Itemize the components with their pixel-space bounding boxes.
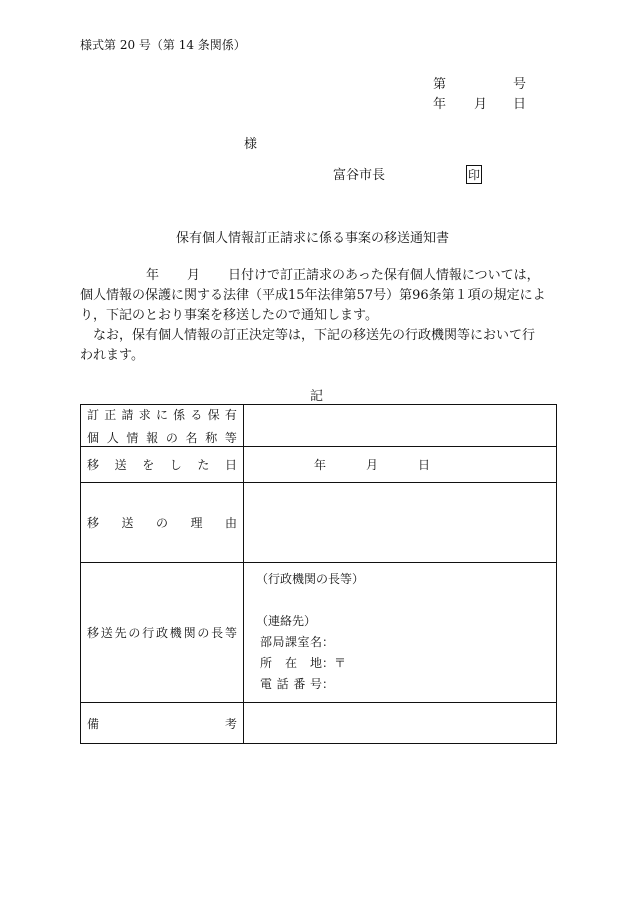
label-line-1: 訂 正 請 求 に 係 る 保 有: [87, 407, 237, 422]
body-line-4: なお，保有個人情報の訂正決定等は，下記の移送先の行政機関等において行: [80, 328, 536, 343]
row-label-transfer-reason: 移 送 の 理 由: [81, 483, 244, 563]
addressee-suffix: 様: [244, 137, 258, 152]
head-of-agency-label: （行政機関の長等）: [256, 572, 365, 586]
table-row: [81, 483, 557, 563]
table-row: [81, 447, 557, 483]
document-number-prefix: 第: [433, 77, 447, 92]
row-label-remarks: 備 考: [81, 703, 244, 744]
transfer-month: 月: [366, 458, 379, 472]
table-row: [81, 405, 557, 447]
body-line-2: 個人情報の保護に関する法律（平成15年法律第57号）第96条第１項の規定によ: [80, 288, 546, 303]
date-day: 日: [513, 97, 527, 112]
table-row: [81, 563, 557, 703]
body-line-5: われます。: [80, 348, 144, 363]
phone-field: 電 話 番 号 ：: [260, 677, 335, 691]
detail-table: [80, 404, 557, 744]
value-transfer-reason[interactable]: [244, 483, 557, 563]
label-line-2: 個 人 情 報 の 名 称 等: [87, 430, 237, 445]
form-number: 様式第 20 号（第 14 条関係）: [80, 38, 246, 52]
ki-heading: 記: [310, 389, 324, 404]
row-label-destination: 移 送 先 の 行 政 機 関 の 長 等: [81, 563, 244, 703]
table-row: [81, 703, 557, 744]
body-month: 月: [187, 268, 201, 283]
value-transfer-date[interactable]: [244, 447, 557, 483]
seal-mark: 印: [466, 165, 482, 184]
body-line-3: り，下記のとおり事案を移送したので通知します。: [80, 308, 378, 323]
body-line-1: [80, 266, 555, 286]
transfer-year: 年: [314, 458, 327, 472]
date-month: 月: [474, 97, 488, 112]
document-title: 保有個人情報訂正請求に係る事案の移送通知書: [176, 231, 450, 246]
date-year: 年: [433, 97, 447, 112]
contact-label: （連絡先）: [256, 614, 317, 628]
body-text: [80, 266, 555, 366]
document-number-suffix: 号: [513, 77, 527, 92]
value-destination[interactable]: [244, 563, 557, 703]
address-field: 所 在 地 ：〒: [260, 656, 347, 670]
dept-field: 部 局 課 室 名 ：: [260, 635, 335, 649]
issuer-name: 富谷市長: [333, 168, 386, 183]
row-label-info-name: [81, 405, 244, 447]
value-info-name[interactable]: [244, 405, 557, 447]
body-line-1-rest: 日付けで訂正請求のあった保有個人情報については，: [228, 268, 540, 283]
row-label-transfer-date: 移 送 を し た 日: [81, 447, 244, 483]
value-remarks[interactable]: [244, 703, 557, 744]
body-year: 年: [146, 268, 160, 283]
transfer-day: 日: [418, 458, 431, 472]
